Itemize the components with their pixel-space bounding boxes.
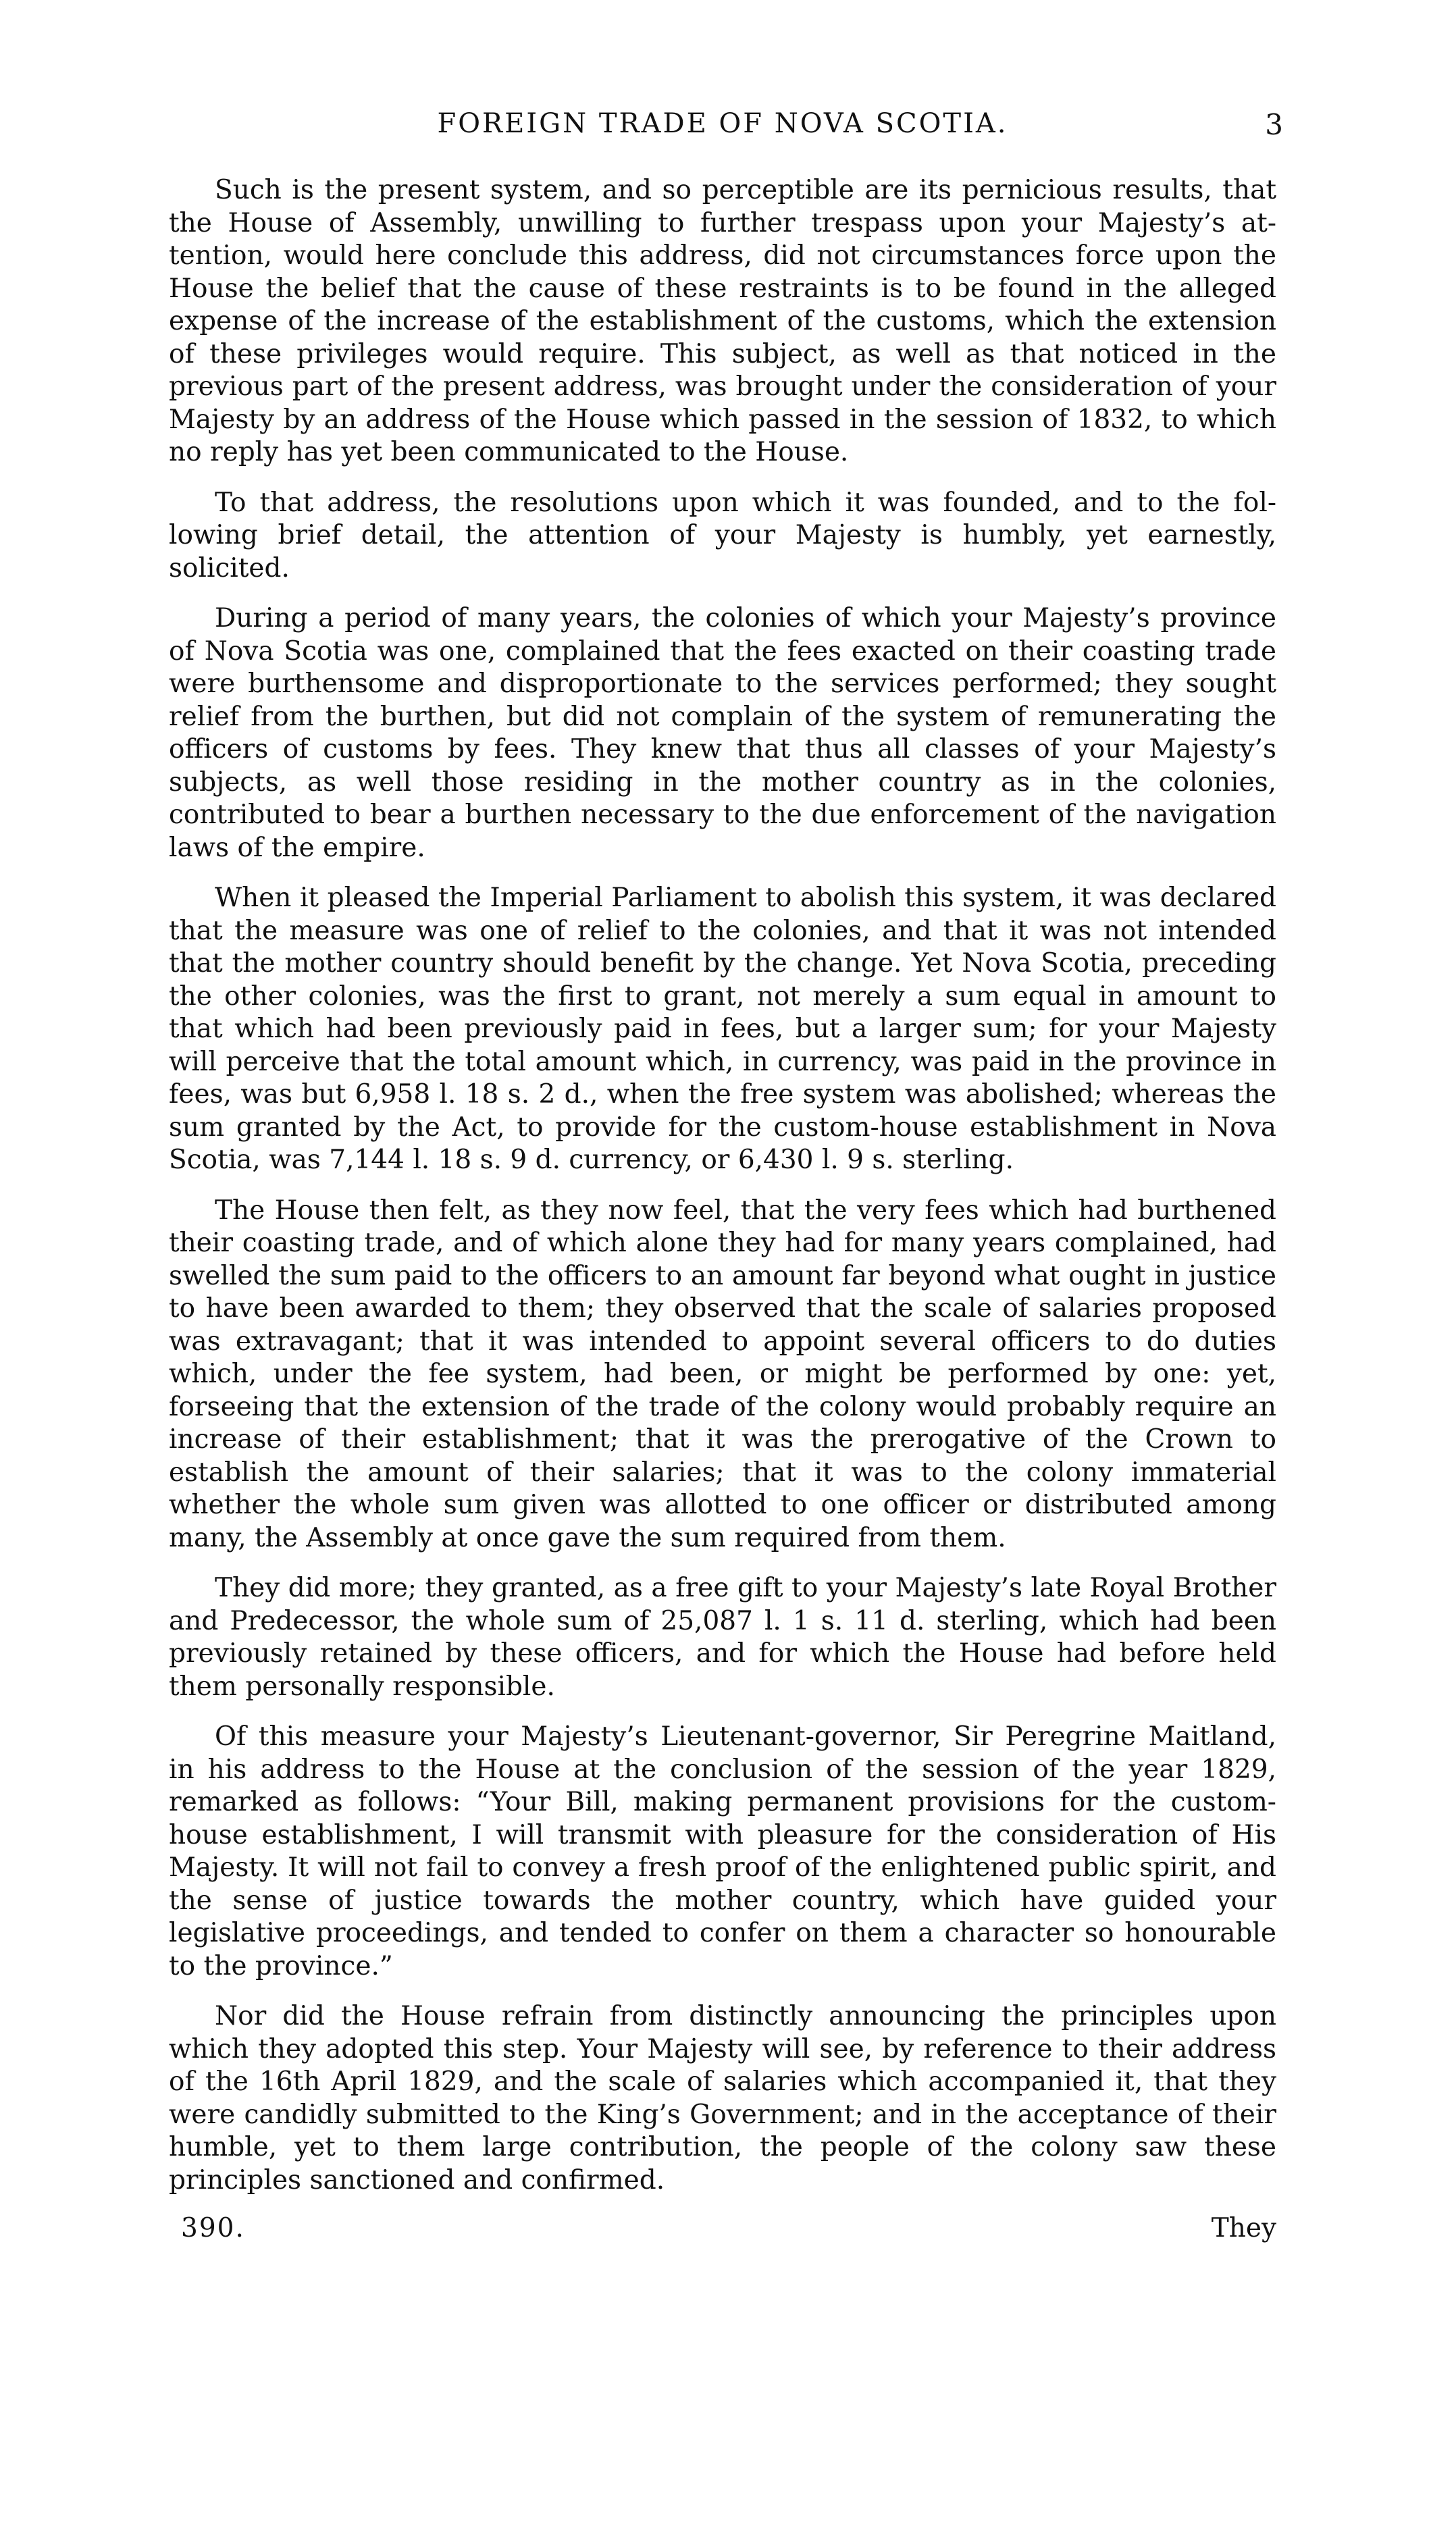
paragraph: During a period of many years, the colonies of which your Majesty’s province of Nova Scotia was one, complained that the fees exacted on their coasting trade were burthensome and disproportionate to the services performed; they sought relief from the burthen, but did not complain of the system of remunerating the officers of customs by fees. They knew that thus all classes of your Majesty’s subjects, as well those residing in the mother country as in the colonies, contributed to bear a burthen necessary to the due enforcement of the navigation laws of the empire.	[169, 603, 1276, 863]
paragraph: To that address, the resolutions upon which it was founded, and to the following brief detail, the attention of your Majesty is humbly, yet earnestly, solicited.	[169, 487, 1276, 583]
paragraph: The House then felt, as they now feel, that the very fees which had burthened their coasting trade, and of which alone they had for many years complained, had swelled the sum paid to the officers to an amount far beyond what ought in justice to have been awarded to them; they observed that the scale of salaries proposed was extravagant; that it was intended to appoint several officers to do duties which, under the fee system, had been, or might be performed by one: yet, forseeing that the extension of the trade of the colony would probably require an increase of their establishment; that it was the prerogative of the Crown to establish the amount of their salaries; that it was to the colony immaterial whether the whole sum given was allotted to one officer or distributed among many, the Assembly at once gave the sum required from them.	[169, 1195, 1276, 1553]
paragraph: They did more; they granted, as a free gift to your Majesty’s late Royal Brother and Predecessor, the whole sum of 25,087 l. 1 s. 11 d. sterling, which had been previously retained by these officers, and for which the House had before held them personally responsible.	[169, 1573, 1276, 1702]
paragraph: Such is the present system, and so perceptible are its pernicious results, that the House of Assembly, unwilling to further trespass upon your Majesty’s attention, would here conclude this address, did not circumstances force upon the House the belief that the cause of these restraints is to be found in the alleged expense of the increase of the establishment of the customs, which the extension of these privileges would require. This subject, as well as that noticed in the previous part of the present address, was brought under the consideration of your Majesty by an address of the House which passed in the session of 1832, to which no reply has yet been communicated to the House.	[169, 175, 1276, 467]
signature-mark: 390.	[181, 2213, 245, 2243]
document-page	[169, 108, 1283, 2254]
body-text	[169, 174, 1276, 2197]
paragraph: Of this measure your Majesty’s Lieutenant-governor, Sir Peregrine Maitland, in his address to the House at the conclusion of the session of the year 1829, remarked as follows: “Your Bill, making permanent provisions for the custom-house establishment, I will transmit with pleasure for the consideration of His Majesty. It will not fail to convey a fresh proof of the enlightened public spirit, and the sense of justice towards the mother country, which have guided your legislative proceedings, and tended to confer on them a character so honourable to the province.”	[169, 1721, 1276, 1981]
running-head	[169, 108, 1283, 155]
page-number: 3	[1265, 108, 1283, 141]
running-title: FOREIGN TRADE OF NOVA SCOTIA.	[437, 108, 1008, 139]
page-footer	[169, 2213, 1276, 2254]
paragraph: Nor did the House refrain from distinctly announcing the principles upon which they adopted this step. Your Majesty will see, by reference to their address of the 16th April 1829, and the scale of salaries which accompanied it, that they were candidly submitted to the King’s Government; and in the acceptance of their humble, yet to them large contribution, the people of the colony saw these principles sanctioned and confirmed.	[169, 2001, 1276, 2195]
catchword: They	[1211, 2213, 1276, 2243]
paragraph: When it pleased the Imperial Parliament to abolish this system, it was declared that the measure was one of relief to the colonies, and that it was not intended that the mother country should benefit by the change. Yet Nova Scotia, preceding the other colonies, was the first to grant, not merely a sum equal in amount to that which had been previously paid in fees, but a larger sum; for your Majesty will perceive that the total amount which, in currency, was paid in the province in fees, was but 6,958 l. 18 s. 2 d., when the free system was abolished; whereas the sum granted by the Act, to provide for the custom-house establishment in Nova Scotia, was 7,144 l. 18 s. 9 d. currency, or 6,430 l. 9 s. sterling.	[169, 883, 1276, 1175]
